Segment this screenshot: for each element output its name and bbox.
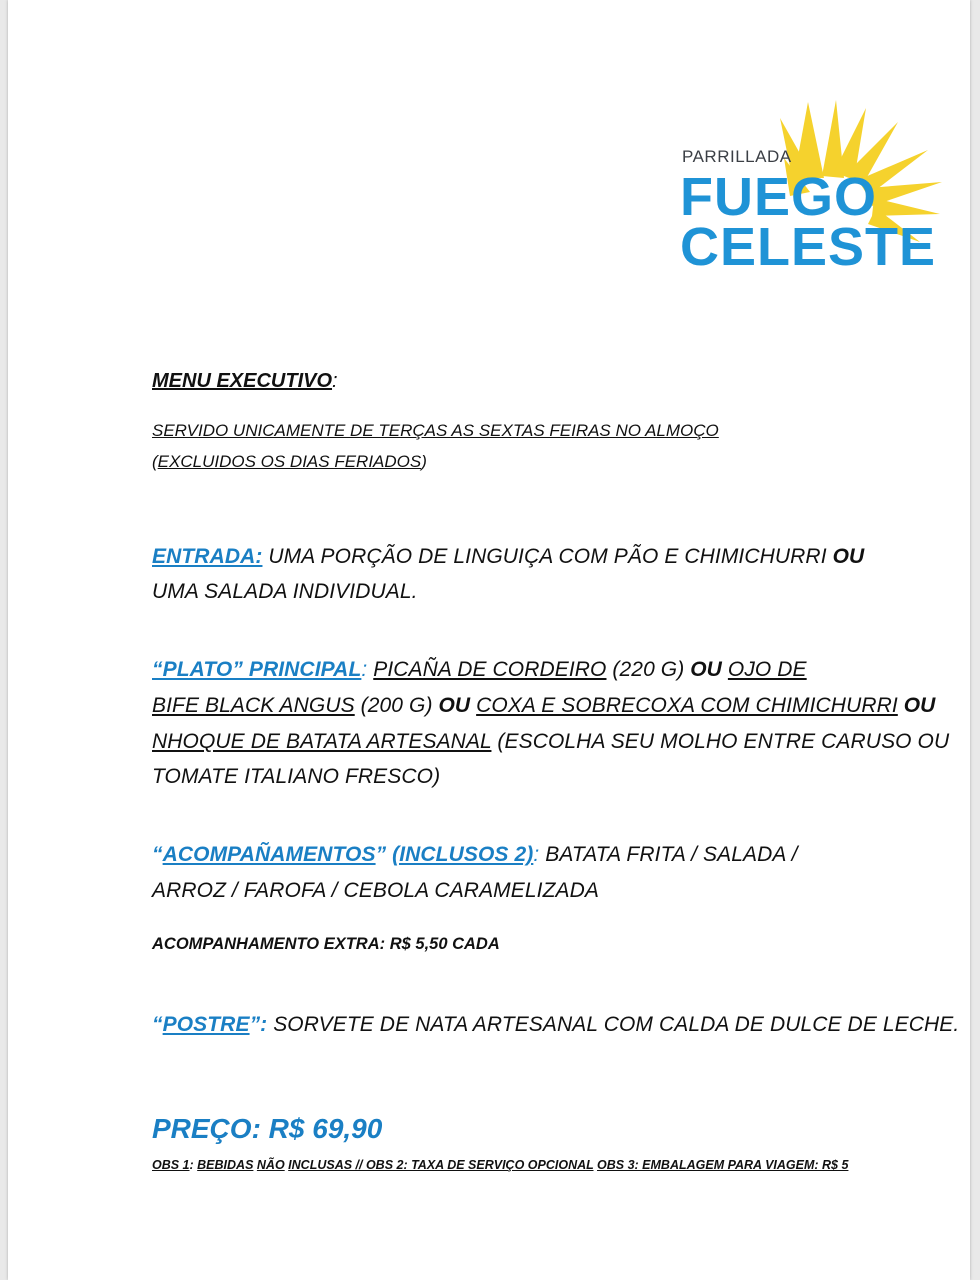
logo-line-fuego: FUEGO: [680, 167, 878, 227]
principal-item-nhoque-note: (ESCOLHA SEU MOLHO ENTRE CARUSO OU: [491, 730, 950, 753]
principal-line-2: [152, 694, 935, 718]
principal-or-3: OU: [903, 694, 936, 717]
served-exclusion: EXCLUIDOS OS DIAS FERIADOS: [157, 452, 422, 471]
principal-item-picana-weight: (220 G): [606, 658, 691, 681]
principal-line-4: TOMATE ITALIANO FRESCO): [152, 765, 441, 788]
postre-label: POSTRE: [162, 1013, 250, 1036]
postre-quote-close: ”:: [249, 1013, 268, 1036]
entrada-line-1: [152, 545, 864, 569]
acomp-colon: :: [533, 843, 540, 866]
principal-item-ojo-a: OJO DE: [727, 658, 807, 681]
principal-colon: :: [361, 658, 374, 681]
principal-item-nhoque: NHOQUE DE BATATA ARTESANAL: [152, 730, 492, 753]
principal-or-1: OU: [690, 658, 722, 681]
obs-inclusas-taxa: INCLUSAS // OBS 2: TAXA DE SERVIÇO OPCIONAL: [288, 1158, 594, 1172]
served-paren-open: (: [152, 452, 158, 471]
obs-sep-1: :: [189, 1158, 198, 1172]
fuego-celeste-logo: [676, 98, 948, 277]
principal-item-picana: PICAÑA DE CORDEIRO: [373, 658, 607, 681]
logo-line-celeste: CELESTE: [680, 217, 937, 277]
served-line-2: [152, 452, 427, 472]
served-line-1: SERVIDO UNICAMENTE DE TERÇAS AS SEXTAS FEIRAS NO ALMOÇO: [152, 421, 719, 440]
acomp-included: (INCLUSOS 2): [392, 843, 534, 866]
obs-bebidas: BEBIDAS: [197, 1158, 254, 1172]
acomp-label: ACOMPAÑAMENTOS: [162, 843, 376, 866]
obs-1-label: OBS 1: [152, 1158, 190, 1172]
principal-item-ojo-weight: (200 G): [354, 694, 439, 717]
principal-item-coxa: COXA E SOBRECOXA COM CHIMICHURRI: [476, 694, 898, 717]
menu-title-colon: :: [332, 370, 338, 392]
acomp-line-1: [152, 843, 798, 867]
principal-item-ojo-b: BIFE BLACK ANGUS: [152, 694, 355, 717]
obs-embalagem: OBS 3: EMBALAGEM PARA VIAGEM: R$ 5: [597, 1158, 849, 1172]
menu-title: MENU EXECUTIVO: [152, 370, 333, 392]
entrada-line-2: UMA SALADA INDIVIDUAL.: [152, 580, 418, 603]
principal-label: “PLATO” PRINCIPAL: [152, 658, 362, 681]
served-paren-close: ): [421, 452, 427, 471]
postre-line: [152, 1013, 959, 1037]
entrada-or: OU: [832, 545, 865, 568]
principal-line-3: [152, 730, 949, 754]
principal-line-1: [152, 658, 807, 682]
postre-text: SORVETE DE NATA ARTESANAL COM CALDA DE DULCE DE LECHE.: [267, 1013, 960, 1036]
logo-small-text: PARRILLADA: [682, 147, 792, 166]
acomp-quote-close: ”: [375, 843, 387, 866]
obs-nao: NÃO: [256, 1158, 285, 1172]
acomp-text-1: BATATA FRITA / SALADA /: [539, 843, 798, 866]
entrada-label: ENTRADA:: [152, 545, 263, 568]
acomp-line-2: ARROZ / FAROFA / CEBOLA CARAMELIZADA: [152, 879, 599, 902]
price: PREÇO: R$ 69,90: [152, 1113, 383, 1144]
menu-page: [8, 0, 970, 1280]
menu-title-line: [152, 370, 338, 393]
acomp-extra: ACOMPANHAMENTO EXTRA: R$ 5,50 CADA: [152, 935, 500, 953]
principal-or-2: OU: [438, 694, 471, 717]
acomp-quote-open: “: [152, 843, 163, 866]
postre-quote-open: “: [152, 1013, 163, 1036]
obs-line: [152, 1158, 848, 1172]
entrada-text-1: UMA PORÇÃO DE LINGUIÇA COM PÃO E CHIMICHURRI: [262, 545, 833, 568]
